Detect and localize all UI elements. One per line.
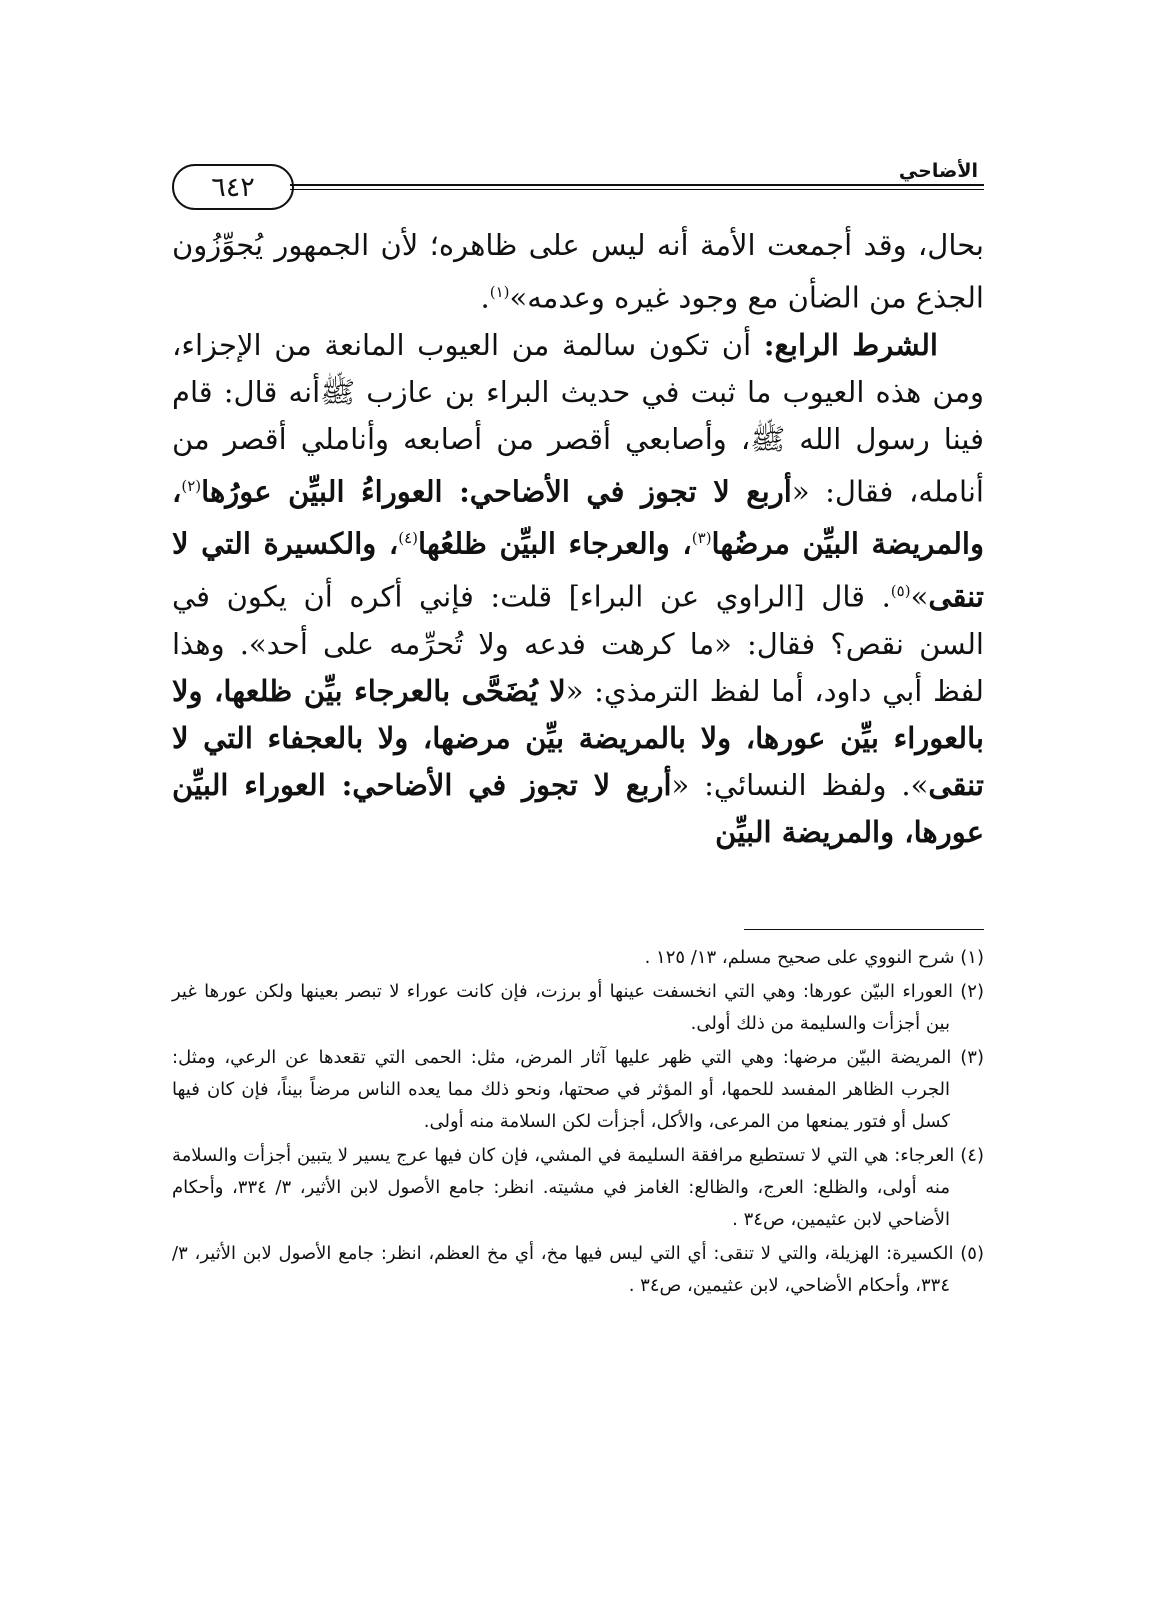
footnote-separator — [744, 929, 984, 930]
text-run: ». ولفظ النسائي: « — [671, 767, 929, 802]
header-rule — [290, 184, 984, 186]
hadith-text: ، والكسيرة التي لا تنقى — [172, 526, 984, 614]
hadith-text: أربع لا تجوز في الأضاحي: العوراء البيِّن عورها، والمريضة البيِّن — [172, 767, 984, 849]
text-run: . قال [الراوي عن البراء] قلت: فإني أكره أن يكون في السن نقص؟ فقال: «ما كرهت فدعه ولا تُحرِّمه على أحد». وهذا لفظ أبي داود، أما لفظ الترمذي: « — [172, 579, 984, 708]
page-number: ٦٤٢ — [172, 164, 294, 210]
footnote: (٢) العوراء البيّن عورها: وهي التي انخسفت عينها أو برزت، فإن كانت عوراء لا تبصر بعينها ولكن عورها غير بين أجزأت والسليمة من ذلك أولى. — [172, 981, 984, 1034]
paragraph — [172, 222, 984, 322]
text-run: . — [480, 280, 490, 315]
text-run: » — [910, 579, 929, 614]
page-header — [172, 160, 984, 212]
main-text — [172, 222, 984, 856]
footnote-ref: (٥) — [890, 581, 911, 600]
footnote-ref: (٢) — [181, 476, 202, 495]
hadith-text: لا يُضَحَّى بالعرجاء بيِّن ظلعها، ولا بالعوراء بيِّن عورها، ولا بالمريضة بيِّن مرضها، ولا بالعجفاء التي لا تنقى — [172, 673, 985, 802]
section-heading: الشرط الرابع: — [763, 327, 938, 362]
footnote-ref: (٣) — [691, 529, 712, 548]
hadith-text: أربع لا تجوز في الأضاحي: العوراءُ البيِّن عورُها — [201, 474, 792, 509]
hadith-text: ، والعرجاء البيِّن ظلعُها — [418, 526, 692, 561]
header-rule-thin — [290, 189, 984, 190]
footnote-ref: (١) — [489, 283, 510, 301]
text-run: بحال، وقد أجمعت الأمة أنه ليس على ظاهره؛ لأن الجمهور يُجوِّزُون الجذع من الضأن مع وجود غيره وعدمه» — [172, 228, 984, 315]
text-run: أن تكون سالمة من العيوب المانعة من الإجزاء، ومن هذه العيوب ما ثبت في حديث البراء بن عازب ﷺأنه قال: قام فينا رسول الله ﷺ، وأصابعي أقصر من أصابعه وأناملي أقصر من أنامله، فقال: « — [172, 327, 984, 509]
footnote: (١) شرح النووي على صحيح مسلم، ١٣/ ١٢٥ . — [644, 947, 984, 968]
hadith-text: ، والمريضة البيِّن مرضُها — [172, 474, 984, 561]
paragraph — [172, 322, 984, 856]
chapter-title: الأضاحي — [898, 160, 978, 182]
footnotes — [172, 942, 984, 1304]
footnote: (٥) الكسيرة: الهزيلة، والتي لا تنقى: أي التي ليس فيها مخ، أي مخ العظم، انظر: جامع الأصول لابن الأثير، ٣/ ٣٣٤، وأحكام الأضاحي، لابن عثيمين، ص٣٤ . — [172, 1243, 984, 1296]
footnote-ref: (٤) — [398, 529, 418, 548]
footnote: (٤) العرجاء: هي التي لا تستطيع مرافقة السليمة في المشي، فإن كان فيها عرج يسير لا يتبين أجزأت والسلامة منه أولى، والظلع: العرج، والظالع: الغامز في مشيته. انظر: جامع الأصول لابن الأثير، ٣/ ٣٣٤، وأحكام الأضاحي لابن عثيمين، ص٣٤ . — [172, 1145, 984, 1230]
footnote: (٣) المريضة البيّن مرضها: وهي التي ظهر عليها آثار المرض، مثل: الحمى التي تقعدها عن الرعي، ومثل: الجرب الظاهر المفسد للحمها، أو المؤثر في صحتها، ونحو ذلك مما يعده الناس مرضاً بيناً، فإن كان فيها كسل أو فتور يمنعها من المرعى، والأكل، أجزأت لكن السلامة منه أولى. — [172, 1047, 984, 1132]
